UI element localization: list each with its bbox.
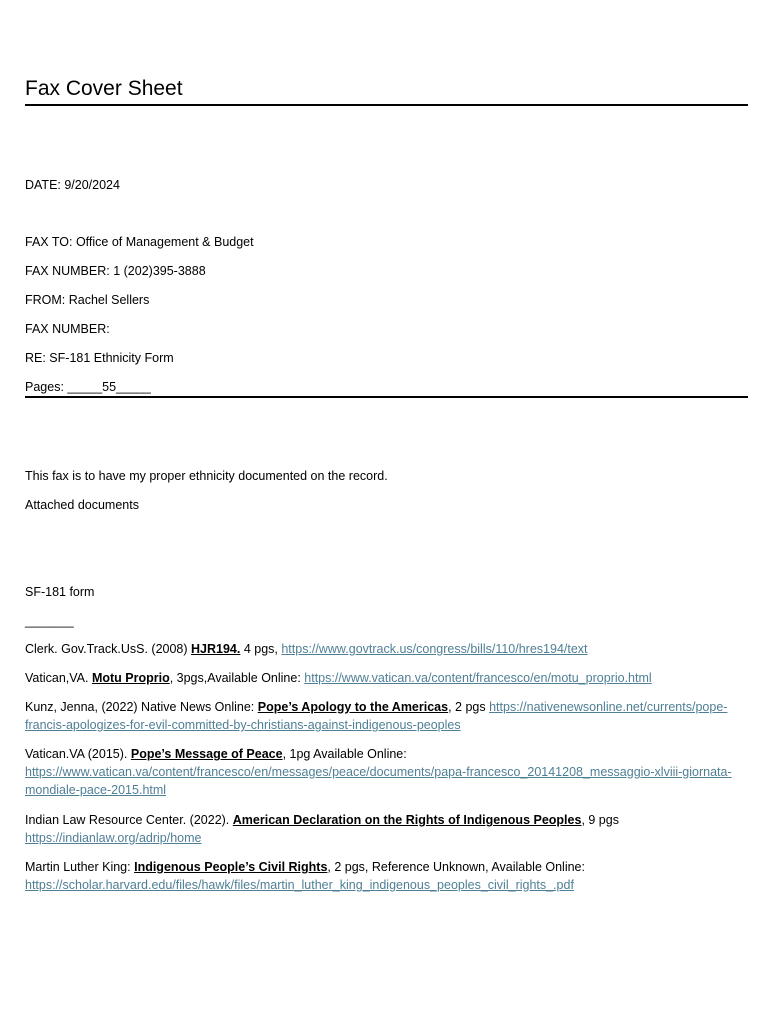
- reference-prefix: Martin Luther King:: [25, 860, 135, 874]
- reference-link[interactable]: https://www.vatican.va/content/francesco/en/messages/peace/documents/papa-francesco_20141208_messaggio-xlviii-giornata-mondiale-pace-2015.html: [25, 765, 732, 797]
- document-title: Fax Cover Sheet: [25, 77, 183, 100]
- reference-item: [25, 811, 735, 847]
- reference-prefix: Clerk. Gov.Track.UsS. (2008): [25, 642, 192, 656]
- reference-suffix: , 2 pgs: [448, 700, 490, 714]
- sf-form-line: SF-181 form: [25, 585, 95, 599]
- reference-item: [25, 858, 735, 894]
- fax-number-from-line: FAX NUMBER:: [25, 322, 110, 336]
- header-bottom-rule: [25, 396, 748, 398]
- reference-link[interactable]: https://scholar.harvard.edu/files/hawk/files/martin_luther_king_indigenous_peoples_civil_rights_.pdf: [25, 878, 574, 892]
- reference-item: [25, 640, 735, 658]
- reference-suffix: 4 pgs,: [240, 642, 282, 656]
- from-line: FROM: Rachel Sellers: [25, 293, 150, 307]
- reference-link[interactable]: https://www.vatican.va/content/francesco/en/motu_proprio.html: [304, 671, 652, 685]
- reference-prefix: Indian Law Resource Center. (2022).: [25, 813, 233, 827]
- reference-link[interactable]: https://indianlaw.org/adrip/home: [25, 831, 202, 845]
- reference-prefix: Vatican.VA (2015).: [25, 747, 131, 761]
- title-rule: [25, 104, 748, 106]
- fax-number-to-line: FAX NUMBER: 1 (202)395-3888: [25, 264, 206, 278]
- attached-documents-label: Attached documents: [25, 498, 139, 512]
- re-line: RE: SF-181 Ethnicity Form: [25, 351, 174, 365]
- pages-line: Pages: _____55_____: [25, 380, 151, 394]
- reference-suffix: , 3pgs,Available Online:: [169, 671, 305, 685]
- reference-suffix: , 2 pgs, Reference Unknown, Available Online:: [327, 860, 585, 874]
- separator-line: _______: [25, 614, 74, 628]
- message-line: This fax is to have my proper ethnicity documented on the record.: [25, 469, 388, 483]
- reference-prefix: Kunz, Jenna, (2022) Native News Online:: [25, 700, 258, 714]
- reference-prefix: Vatican,VA.: [25, 671, 92, 685]
- fax-to-line: FAX TO: Office of Management & Budget: [25, 235, 254, 249]
- date-line: DATE: 9/20/2024: [25, 178, 120, 192]
- reference-title: American Declaration on the Rights of Indigenous Peoples: [232, 813, 582, 827]
- reference-title: Motu Proprio: [91, 671, 170, 685]
- reference-link[interactable]: https://nativenewsonline.net/currents/pope-francis-apologizes-for-evil-committed-by-christians-against-indigenous-peoples: [25, 700, 728, 732]
- reference-item: [25, 745, 735, 799]
- reference-suffix: , 1pg Available Online:: [282, 747, 407, 761]
- reference-title: HJR194.: [191, 642, 241, 656]
- reference-item: [25, 669, 735, 687]
- reference-title: Pope’s Apology to the Americas: [257, 700, 449, 714]
- reference-link[interactable]: https://www.govtrack.us/congress/bills/110/hres194/text: [281, 642, 588, 656]
- reference-title: Pope’s Message of Peace: [130, 747, 283, 761]
- reference-title: Indigenous People’s Civil Rights: [134, 860, 328, 874]
- reference-suffix: , 9 pgs: [581, 813, 619, 827]
- reference-item: [25, 698, 735, 734]
